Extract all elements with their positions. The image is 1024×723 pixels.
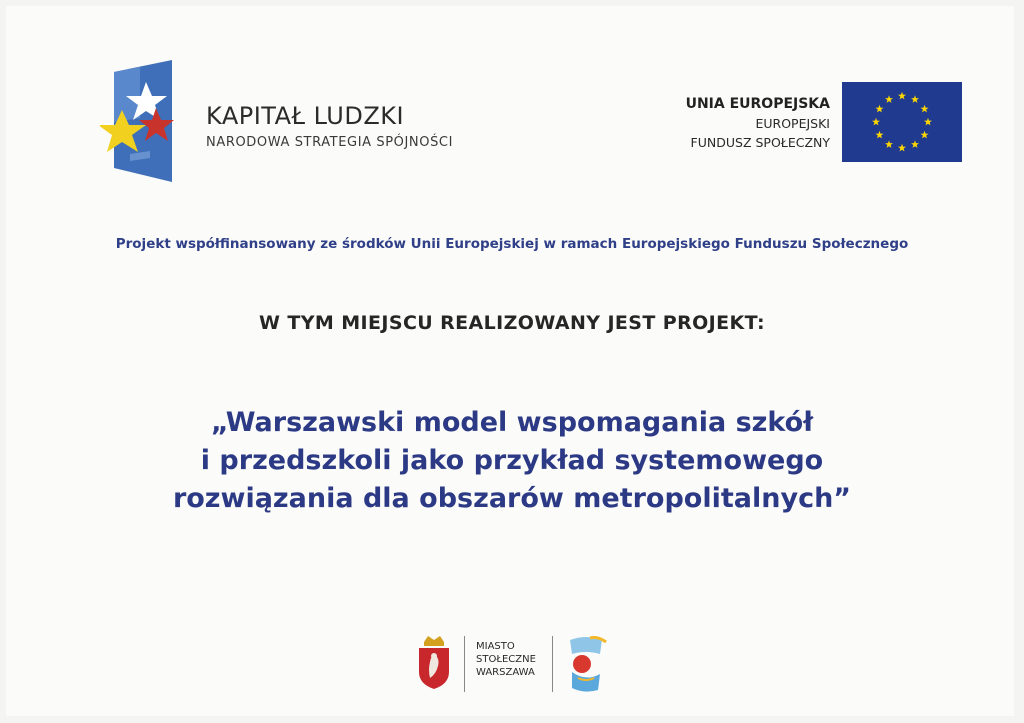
project-title [0, 404, 1024, 518]
eu-fund-line-1: EUROPEJSKI [755, 116, 830, 131]
kapital-ludzki-subtitle: NARODOWA STRATEGIA SPÓJNOŚCI [206, 135, 454, 150]
eu-fund-line-2: FUNDUSZ SPOŁECZNY [690, 135, 830, 150]
city-name [476, 640, 536, 679]
project-title-line-3: rozwiązania dla obszarów metropolitalnych” [172, 483, 852, 514]
city-name-line-1: MIASTO [476, 641, 515, 652]
footer-separator-1 [464, 636, 465, 692]
city-name-line-2: STOŁECZNE [476, 654, 536, 665]
project-title-line-2: i przedszkoli jako przykład systemowego [200, 445, 824, 476]
eu-title: UNIA EUROPEJSKA [685, 96, 830, 112]
warsaw-crest-icon [416, 632, 452, 690]
eu-flag-icon [842, 82, 962, 162]
cofinancing-note: Projekt współfinansowany ze środków Unii Europejskiej w ramach Europejskiego Funduszu Społecznego [115, 236, 909, 252]
kapital-ludzki-title: KAPITAŁ LUDZKI [206, 102, 405, 130]
kapital-ludzki-text [206, 102, 453, 152]
footer-separator-2 [552, 636, 553, 692]
kapital-ludzki-logo-icon [100, 58, 180, 184]
project-title-line-1: „Warszawski model wspomagania szkół [210, 407, 814, 438]
eu-text-block [686, 94, 830, 152]
warsaw-city-badge-icon [560, 634, 612, 696]
city-name-line-3: WARSZAWA [476, 667, 535, 678]
project-headline: W TYM MIEJSCU REALIZOWANY JEST PROJEKT: [259, 312, 765, 334]
